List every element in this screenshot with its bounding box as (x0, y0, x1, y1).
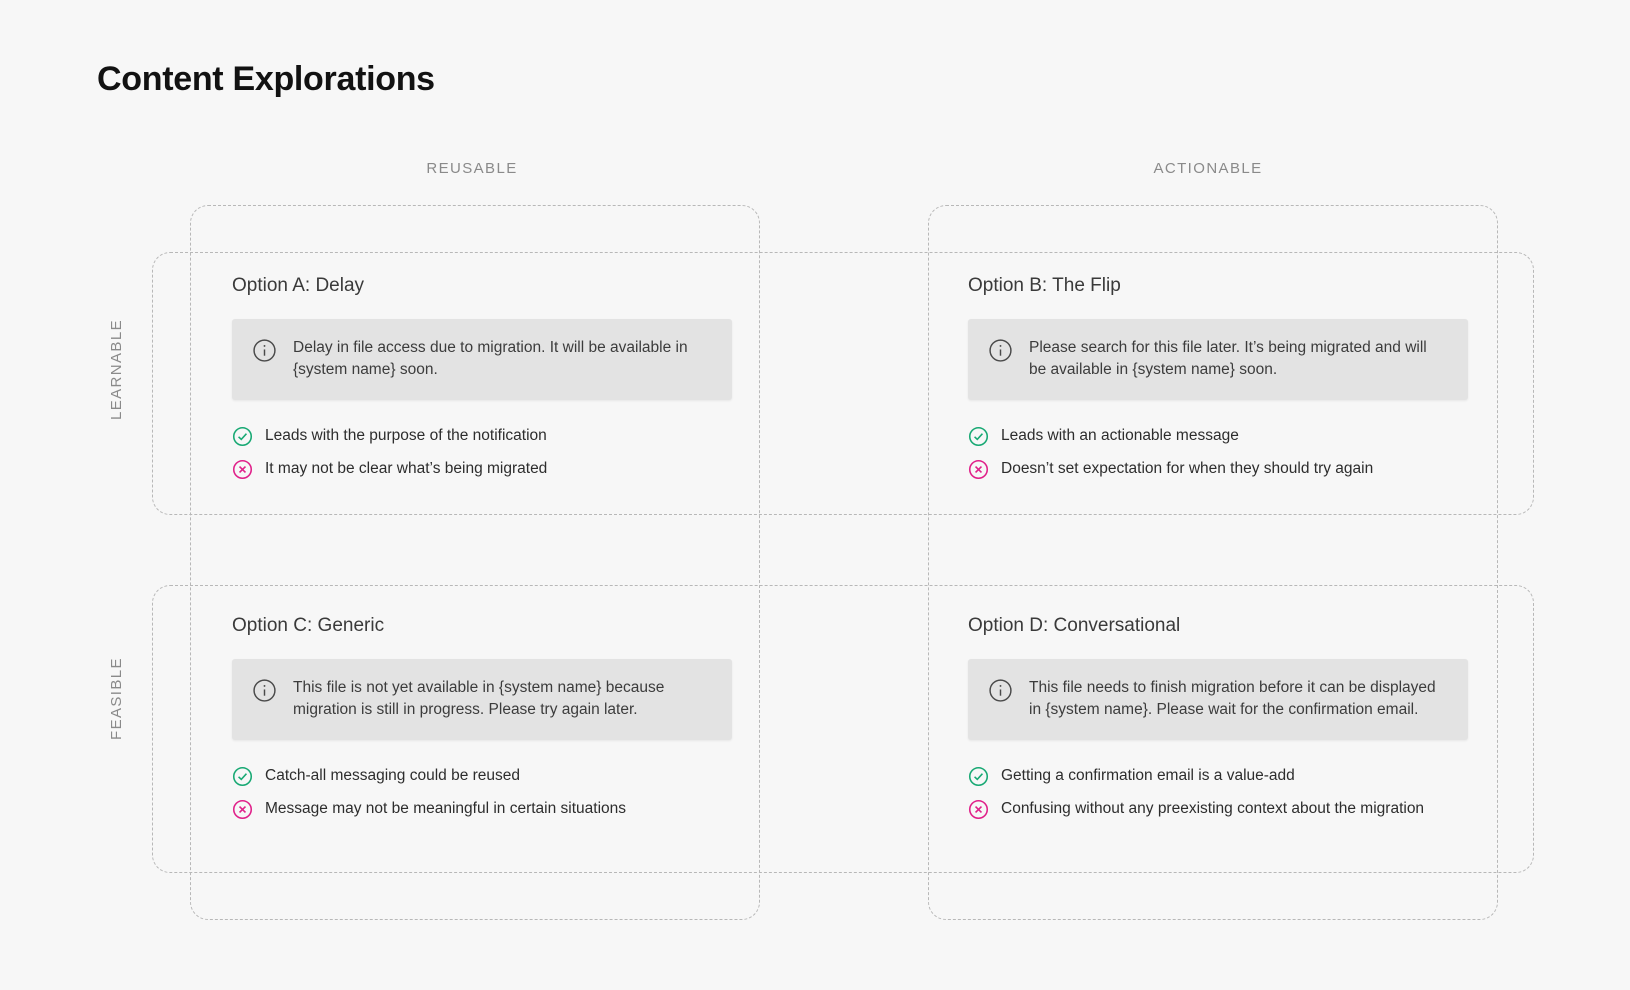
check-circle-icon (968, 426, 989, 447)
card-title: Option B: The Flip (968, 275, 1121, 296)
check-circle-icon (232, 766, 253, 787)
page-title: Content Explorations (97, 60, 435, 98)
point-label: Doesn’t set expectation for when they should try again (1001, 460, 1374, 478)
notification-preview (232, 319, 732, 400)
column-header-actionable: ACTIONABLE (1153, 160, 1263, 177)
point-label: It may not be clear what’s being migrated (265, 460, 548, 478)
x-circle-icon (232, 459, 253, 480)
point-label: Getting a confirmation email is a value-add (1001, 767, 1295, 785)
point-pro (232, 426, 732, 447)
notification-text: This file is not yet available in {system name} because migration is still in progress. Please try again later. (293, 679, 665, 719)
check-circle-icon (968, 766, 989, 787)
point-label: Leads with the purpose of the notification (265, 427, 547, 445)
point-con (232, 799, 732, 820)
row-header-feasible: FEASIBLE (108, 657, 125, 740)
points-list (968, 766, 1468, 820)
point-label: Leads with an actionable message (1001, 427, 1239, 445)
card-title: Option D: Conversational (968, 615, 1181, 636)
info-icon (988, 338, 1013, 363)
column-header-reusable: REUSABLE (426, 160, 518, 177)
point-pro (968, 426, 1468, 447)
card-option-d (968, 615, 1468, 820)
card-title: Option C: Generic (232, 615, 385, 636)
notification-text: Please search for this file later. It’s being migrated and will be available in {system name} soon. (1029, 339, 1427, 379)
row-header-learnable: LEARNABLE (108, 319, 125, 420)
point-label: Message may not be meaningful in certain situations (265, 800, 627, 818)
notification-text: Delay in file access due to migration. It will be available in {system name} soon. (293, 339, 688, 379)
x-circle-icon (968, 459, 989, 480)
point-con (968, 459, 1468, 480)
notification-preview (968, 659, 1468, 740)
notification-preview (968, 319, 1468, 400)
card-title: Option A: Delay (232, 275, 365, 296)
notification-preview (232, 659, 732, 740)
check-circle-icon (232, 426, 253, 447)
points-list (968, 426, 1468, 480)
card-option-a (232, 275, 732, 480)
point-pro (232, 766, 732, 787)
info-icon (252, 338, 277, 363)
point-pro (968, 766, 1468, 787)
card-option-b (968, 275, 1468, 480)
point-label: Confusing without any preexisting context about the migration (1001, 800, 1425, 818)
points-list (232, 766, 732, 820)
card-option-c (232, 615, 732, 820)
point-con (968, 799, 1468, 820)
points-list (232, 426, 732, 480)
notification-text: This file needs to finish migration before it can be displayed in {system name}. Please wait for the confirmation email. (1029, 679, 1436, 719)
info-icon (988, 678, 1013, 703)
info-icon (252, 678, 277, 703)
point-label: Catch-all messaging could be reused (265, 767, 521, 785)
x-circle-icon (968, 799, 989, 820)
point-con (232, 459, 732, 480)
x-circle-icon (232, 799, 253, 820)
